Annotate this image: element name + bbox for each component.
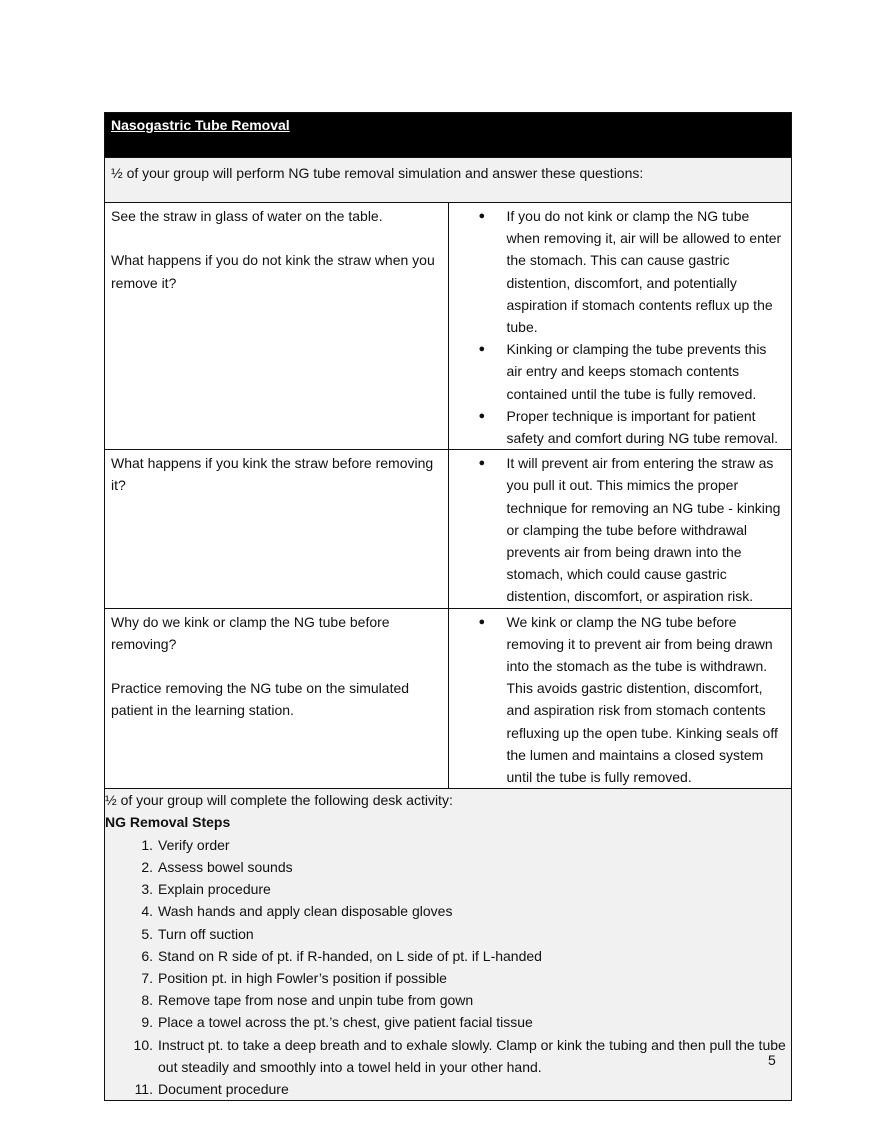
desk-activity-cell — [105, 789, 792, 1101]
step-number: 8. — [141, 992, 153, 1009]
question-row — [105, 608, 792, 789]
question-text: Why do we kink or clamp the NG tube before removing? — [111, 613, 390, 652]
step-item — [105, 1078, 791, 1100]
step-number: 1. — [141, 836, 153, 853]
question-text: Practice removing the NG tube on the simulated patient in the learning station. — [111, 680, 410, 719]
step-text: Assess bowel sounds — [158, 858, 293, 875]
answer-cell — [448, 450, 792, 608]
step-item — [105, 967, 791, 989]
steps-list — [105, 834, 791, 1100]
step-text: Position pt. in high Fowler’s position if possible — [158, 969, 447, 986]
step-number: 7. — [141, 969, 153, 986]
step-text: Remove tape from nose and unpin tube from gown — [158, 992, 474, 1009]
step-text: Turn off suction — [158, 925, 254, 942]
step-number: 3. — [141, 881, 153, 898]
question-text: See the straw in glass of water on the table. — [111, 208, 383, 224]
table-title-cell — [105, 113, 792, 158]
answer-bullet: ● It will prevent air from entering the straw as you pull it out. This mimics the proper technique for removing an NG tube - kinking or clamping the tube before withdrawal prevents air from being drawn into the stomach, which could cause gastric distention, discomfort, or aspiration risk. — [507, 452, 786, 607]
question-text: What happens if you kink the straw before removing it? — [111, 455, 434, 494]
answer-bullet: ● Kinking or clamping the tube prevents this air entry and keeps stomach contents contained until the tube is fully removed. — [507, 338, 786, 405]
question-cell — [105, 203, 449, 450]
question-cell — [105, 450, 449, 608]
answer-bullet: ● We kink or clamp the NG tube before removing it to prevent air from being drawn into the stomach as the tube is withdrawn. This avoids gastric distention, discomfort, and aspiration risk from stomach contents refluxing up the open tube. Kinking seals off the lumen and maintains a closed system until the tube is fully removed. — [507, 611, 786, 789]
answer-cell — [448, 608, 792, 789]
step-number: 10. — [133, 1036, 153, 1053]
step-item — [105, 945, 791, 967]
step-item — [105, 878, 791, 900]
question-cell — [105, 608, 449, 789]
answer-bullet: ● Proper technique is important for patient safety and comfort during NG tube removal. — [507, 405, 786, 449]
step-number: 11. — [134, 1080, 153, 1097]
step-item — [105, 856, 791, 878]
desk-activity-intro: ½ of your group will complete the following desk activity: — [105, 792, 453, 809]
step-number: 6. — [141, 947, 153, 964]
steps-heading: NG Removal Steps — [105, 814, 231, 831]
answer-cell — [448, 203, 792, 450]
question-row — [105, 203, 792, 450]
step-number: 2. — [141, 858, 153, 875]
answer-list — [449, 450, 792, 607]
step-number: 9. — [141, 1014, 153, 1031]
step-text: Instruct pt. to take a deep breath and to exhale slowly. Clamp or kink the tubing and then pull the tube out steadily and smoothly into a towel held in your other hand. — [158, 1036, 786, 1075]
ng-removal-table — [104, 112, 792, 1101]
step-item — [105, 900, 791, 922]
intro-cell — [105, 158, 792, 203]
intro-text: ½ of your group will perform NG tube removal simulation and answer these questions: — [111, 165, 644, 181]
step-text: Explain procedure — [158, 881, 271, 898]
step-item — [105, 834, 791, 856]
step-item — [105, 1034, 791, 1078]
answer-list — [449, 609, 792, 789]
answer-list — [449, 203, 792, 449]
page-number: 5 — [768, 1052, 776, 1068]
step-number: 4. — [141, 903, 153, 920]
table-title: Nasogastric Tube Removal — [111, 117, 290, 133]
step-item — [105, 989, 791, 1011]
step-text: Wash hands and apply clean disposable gloves — [158, 903, 453, 920]
step-text: Verify order — [158, 836, 230, 853]
step-item — [105, 1011, 791, 1033]
question-row — [105, 450, 792, 608]
answer-bullet: ● If you do not kink or clamp the NG tube when removing it, air will be allowed to enter the stomach. This can cause gastric distention, discomfort, and potentially aspiration if stomach contents reflux up the tube. — [507, 205, 786, 338]
step-number: 5. — [141, 925, 153, 942]
step-text: Stand on R side of pt. if R-handed, on L side of pt. if L-handed — [158, 947, 542, 964]
step-text: Place a towel across the pt.’s chest, give patient facial tissue — [158, 1014, 533, 1031]
step-item — [105, 923, 791, 945]
question-text: What happens if you do not kink the straw when you remove it? — [111, 252, 435, 291]
step-text: Document procedure — [158, 1080, 289, 1097]
